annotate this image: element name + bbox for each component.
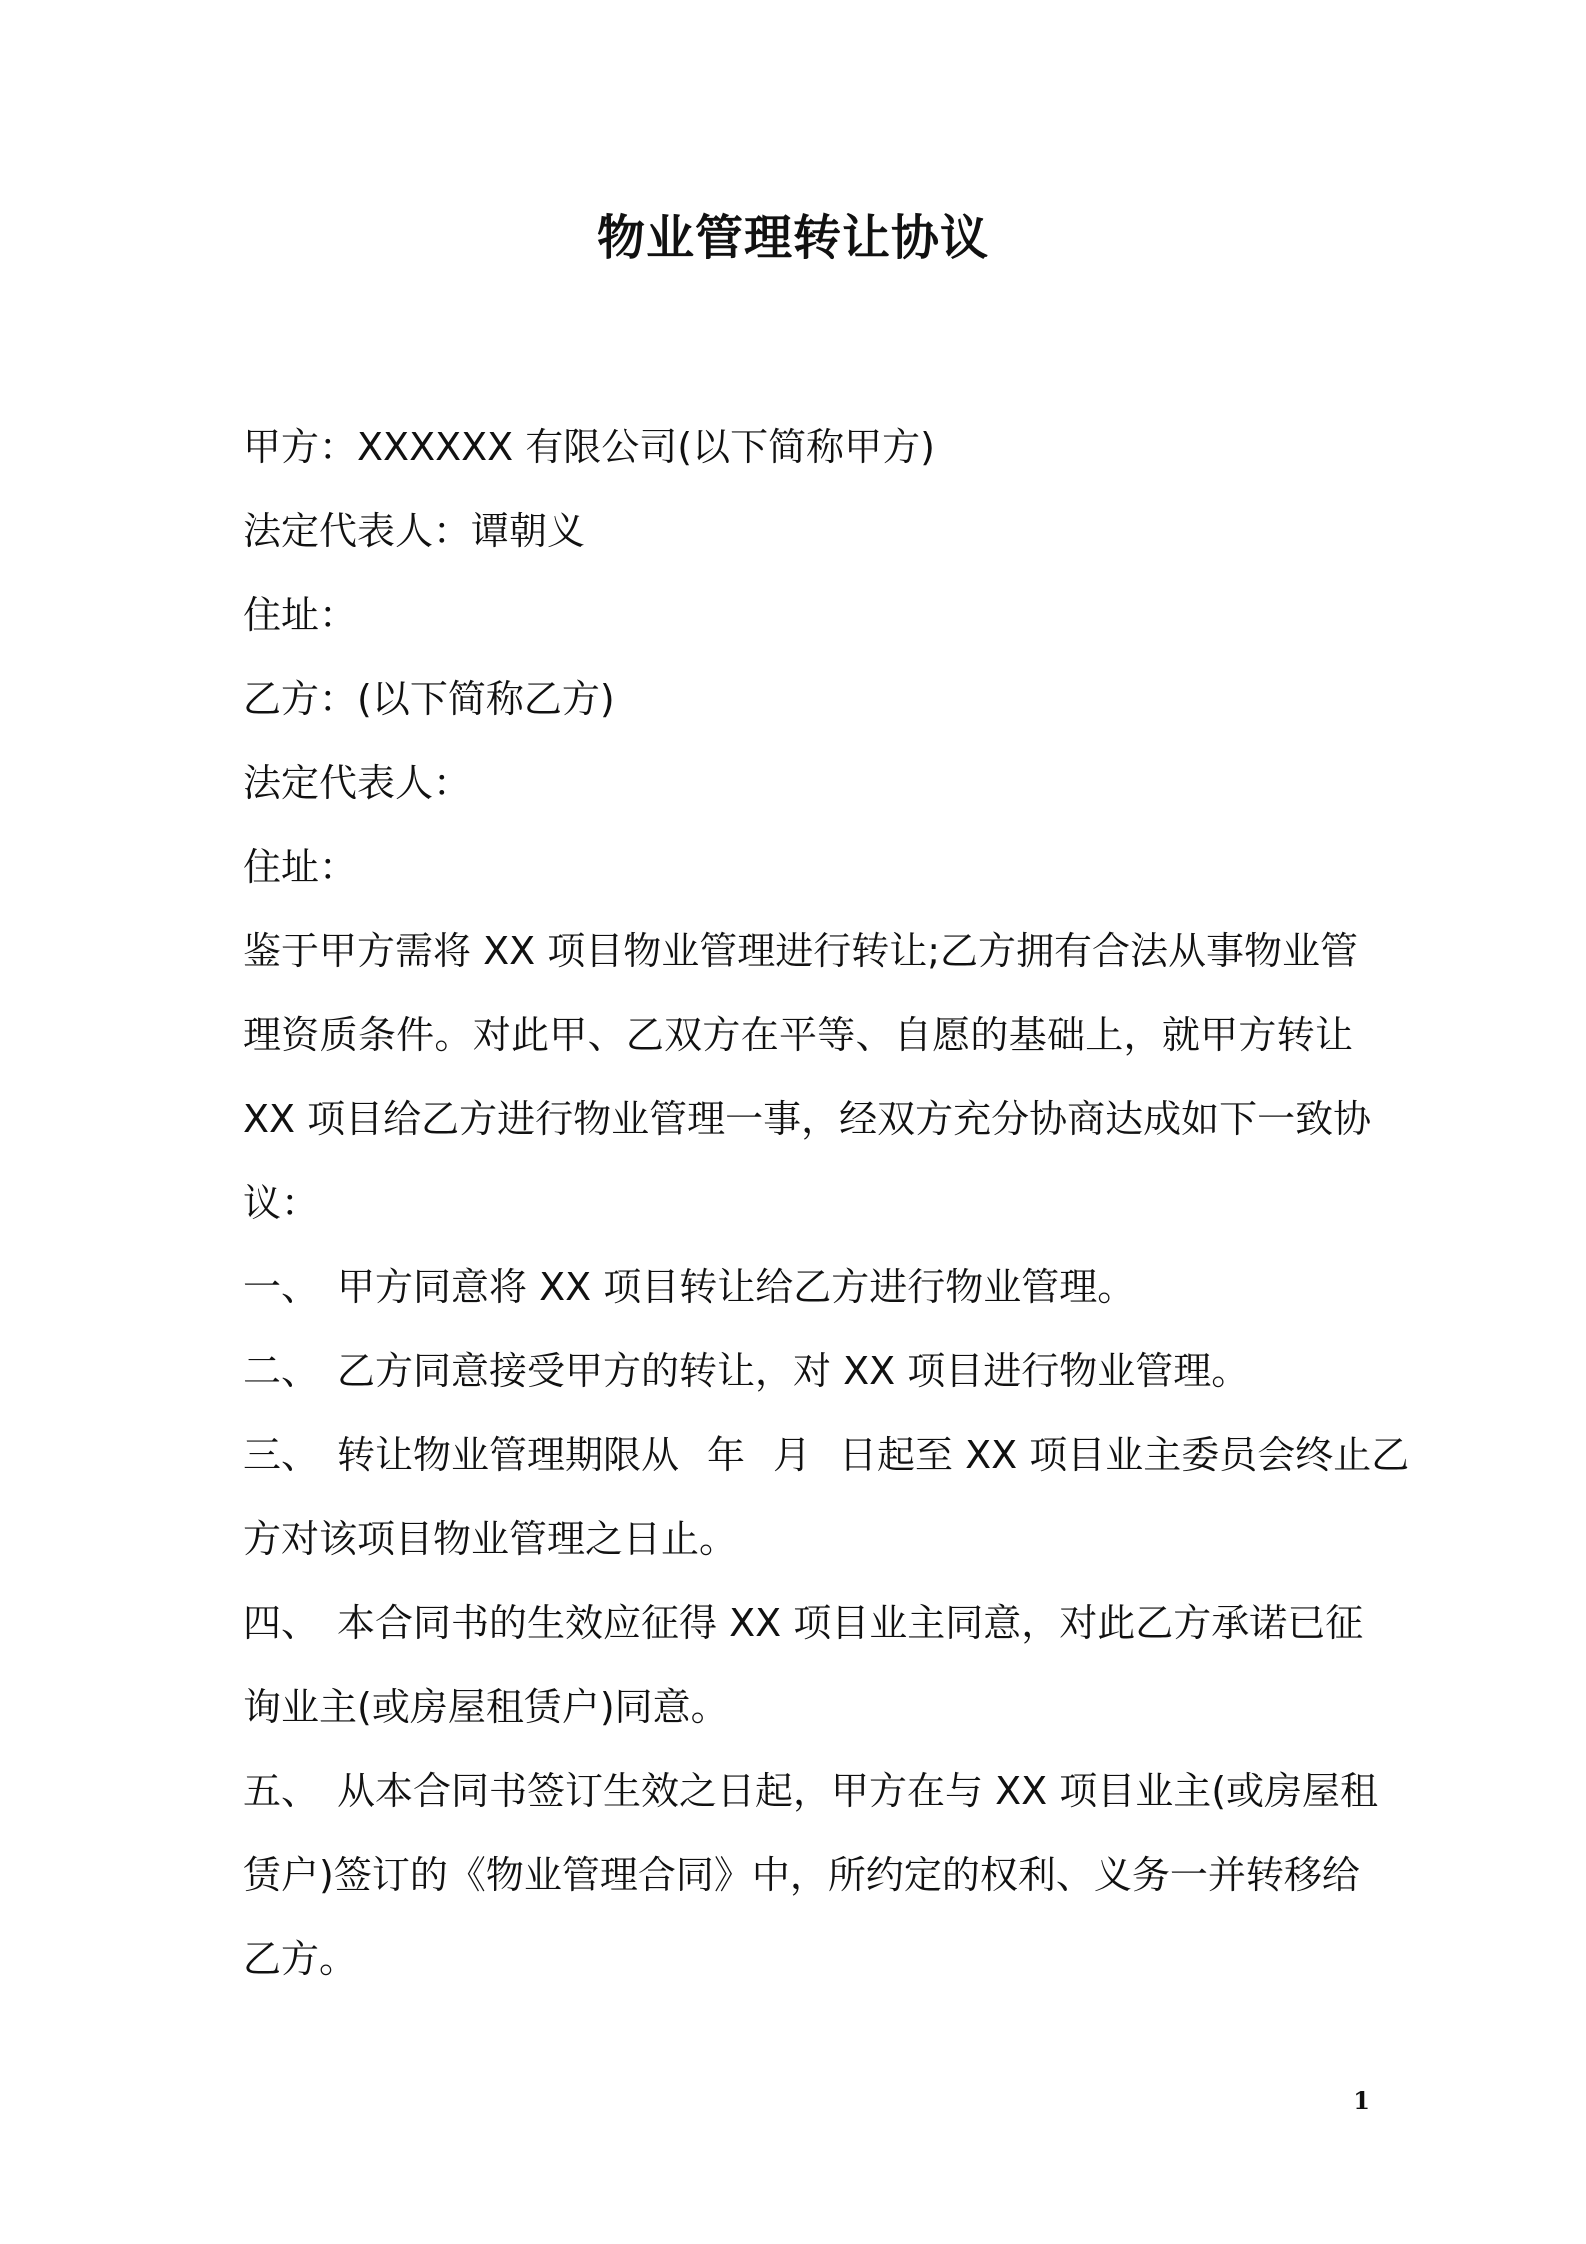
clause-text: 本合同书的生效应征得 XX 项目业主同意，对此乙方承诺已征 bbox=[337, 1601, 1364, 1645]
clause-text: 日起至 XX 项目业主委员会终止乙 bbox=[839, 1433, 1410, 1477]
party-a-line: 甲方：XXXXXX 有限公司(以下简称甲方) bbox=[243, 425, 935, 469]
preamble-line: 议： bbox=[243, 1181, 320, 1225]
clause-2 bbox=[243, 1329, 1353, 1413]
party-b-representative: 法定代表人： bbox=[243, 761, 472, 805]
clause-continuation: 方对该项目物业管理之日止。 bbox=[243, 1517, 738, 1561]
document-body bbox=[243, 405, 1410, 2001]
preamble-line: 鉴于甲方需将 XX 项目物业管理进行转让;乙方拥有合法从事物业管 bbox=[243, 929, 1359, 973]
clause-4 bbox=[243, 1581, 1364, 1665]
party-a-address: 住址： bbox=[243, 593, 358, 637]
party-b-line: 乙方：(以下简称乙方) bbox=[243, 677, 615, 721]
preamble-line: 理资质条件。对此甲、乙双方在平等、自愿的基础上，就甲方转让 bbox=[243, 1013, 1353, 1057]
clause-1 bbox=[243, 1245, 1353, 1329]
clause-year-label: 年 bbox=[707, 1433, 746, 1477]
party-b-address: 住址： bbox=[243, 845, 358, 889]
preamble-line: XX 项目给乙方进行物业管理一事，经双方充分协商达成如下一致协 bbox=[243, 1097, 1372, 1141]
clause-number: 四、 bbox=[243, 1601, 320, 1645]
document-title: 物业管理转让协议 bbox=[596, 210, 989, 266]
party-a-representative: 法定代表人：谭朝义 bbox=[243, 509, 586, 553]
clause-number: 一、 bbox=[243, 1265, 320, 1309]
clause-continuation: 乙方。 bbox=[243, 1937, 358, 1981]
clause-number: 二、 bbox=[243, 1349, 320, 1393]
clause-number: 三、 bbox=[243, 1433, 320, 1477]
clause-text: 乙方同意接受甲方的转让，对 XX 项目进行物业管理。 bbox=[337, 1349, 1250, 1393]
clause-5 bbox=[243, 1749, 1379, 1833]
clause-continuation: 赁户)签订的《物业管理合同》中，所约定的权利、义务一并转移给 bbox=[243, 1853, 1360, 1897]
clause-continuation: 询业主(或房屋租赁户)同意。 bbox=[243, 1685, 729, 1729]
clause-number: 五、 bbox=[243, 1769, 320, 1813]
clause-text: 甲方同意将 XX 项目转让给乙方进行物业管理。 bbox=[337, 1265, 1136, 1309]
page-number: 1 bbox=[1353, 2086, 1370, 2115]
clause-month-label: 月 bbox=[773, 1433, 812, 1477]
clause-text: 从本合同书签订生效之日起，甲方在与 XX 项目业主(或房屋租 bbox=[337, 1769, 1379, 1813]
clause-text: 转让物业管理期限从 bbox=[337, 1433, 680, 1477]
clause-3 bbox=[243, 1413, 1410, 1497]
